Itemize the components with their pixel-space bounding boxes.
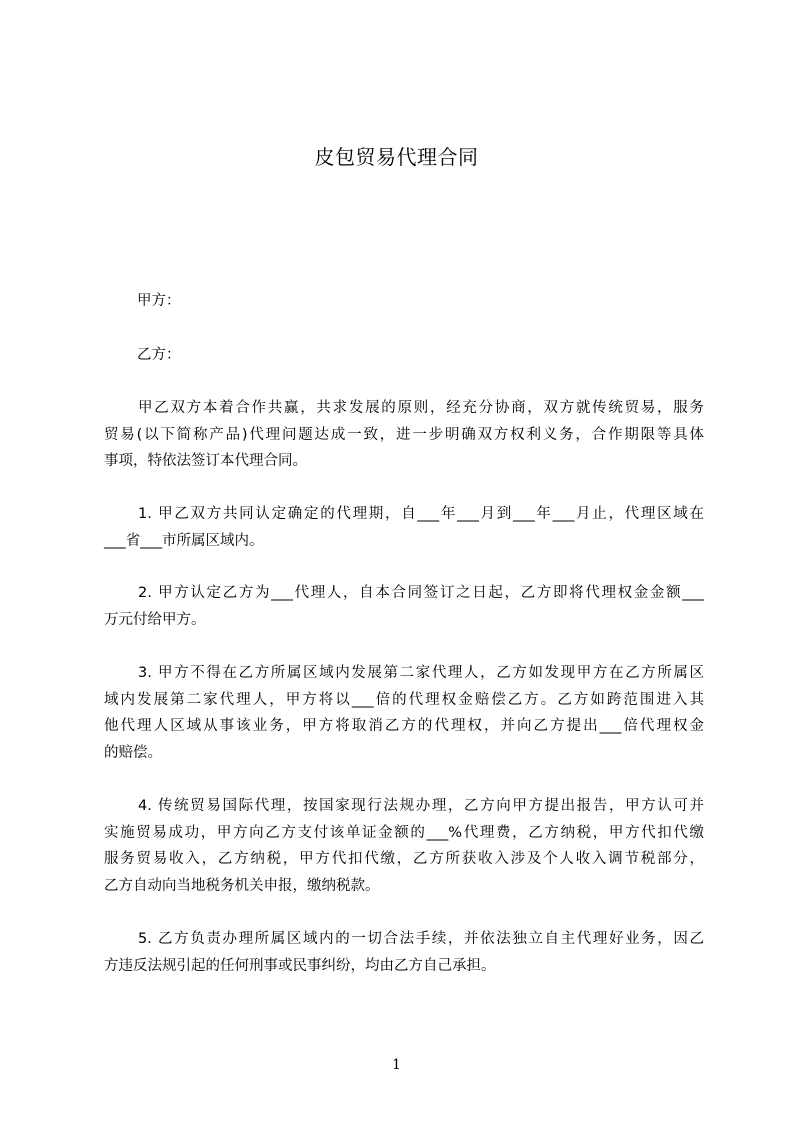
clause-1 — [104, 501, 704, 554]
intro-line: 贸易(以下简称产品)代理问题达成一致，进一步明确双方权利义务，合作期限等具体 — [104, 426, 704, 443]
clause-line: 的赔偿。 — [104, 744, 162, 761]
clause-line: 5. 乙方负责办理所属区域内的一切合法手续，并依法独立自主代理好业务，因乙 — [138, 931, 704, 947]
clause-line: 服务贸易收入，乙方纳税，甲方代扣代缴，乙方所获收入涉及个人收入调节税部分， — [104, 851, 704, 867]
clause-line: 域内发展第二家代理人，甲方将以___倍的代理权金赔偿乙方。乙方如跨范围进入其 — [104, 691, 704, 708]
intro-line: 甲乙双方本着合作共赢，共求发展的原则，经充分协商，双方就传统贸易，服务 — [138, 400, 704, 416]
clause-5 — [104, 926, 704, 979]
page-number: 1 — [392, 1057, 401, 1073]
clause-2 — [104, 580, 704, 633]
clause-line: 实施贸易成功，甲方向乙方支付该单证金额的___%代理费，乙方纳税，甲方代扣代缴 — [104, 824, 704, 841]
clause-line: 万元付给甲方。 — [104, 611, 206, 628]
clause-line: 2. 甲方认定乙方为___代理人，自本合同签订之日起，乙方即将代理权金金额___ — [138, 585, 704, 601]
clause-line: 1. 甲乙双方共同认定确定的代理期，自___年___月到___年___月止，代理区域在 — [138, 506, 704, 522]
clause-line: 乙方自动向当地税务机关申报，缴纳税款。 — [104, 877, 380, 894]
clause-4 — [104, 793, 704, 899]
clause-line: 他代理人区域从事该业务，甲方将取消乙方的代理权，并向乙方提出___倍代理权金 — [104, 718, 704, 734]
clause-line: 方违反法规引起的任何刑事或民事纠纷，均由乙方自己承担。 — [104, 957, 496, 974]
clause-line: ___省___市所属区域内。 — [104, 532, 264, 549]
clause-line: 3. 甲方不得在乙方所属区域内发展第二家代理人，乙方如发现甲方在乙方所属区 — [138, 665, 704, 681]
party-b-label: 乙方： — [137, 347, 181, 363]
party-a-label: 甲方： — [137, 293, 181, 309]
intro-paragraph — [104, 395, 704, 475]
document-title: 皮包贸易代理合同 — [314, 145, 479, 169]
clause-3 — [104, 660, 704, 766]
clause-line: 4. 传统贸易国际代理，按国家现行法规办理，乙方向甲方提出报告，甲方认可并 — [138, 798, 704, 814]
intro-line: 事项，特依法签订本代理合同。 — [104, 453, 307, 469]
